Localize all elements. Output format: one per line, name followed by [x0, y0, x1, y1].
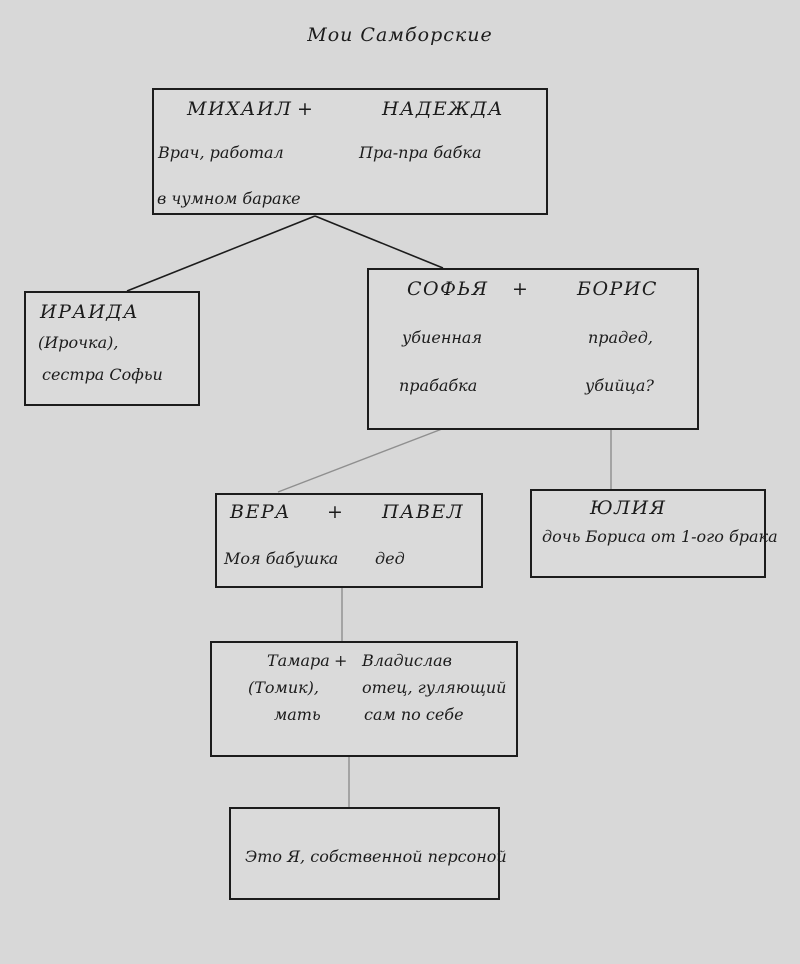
name-mikhail: МИХАИЛ: [187, 98, 293, 120]
note-vera: Моя бабушка: [224, 549, 339, 568]
box-sofia-boris: [367, 268, 699, 430]
note-sofia-1: убиенная: [402, 328, 483, 347]
note-boris-2: убийца?: [585, 376, 654, 395]
name-vladislav: Владислав: [362, 651, 452, 670]
plus-sign: +: [297, 98, 315, 120]
box-me: [229, 807, 507, 900]
name-nadezhda: НАДЕЖДА: [382, 98, 504, 120]
note-nadezhda: Пра-пра бабка: [359, 143, 482, 162]
note-yulia: дочь Бориса от 1-ого брака: [542, 527, 778, 546]
name-boris: БОРИС: [577, 278, 658, 300]
name-yulia: ЮЛИЯ: [590, 497, 667, 519]
note-tamara-2: мать: [274, 705, 321, 724]
note-vladislav-2: сам по себе: [364, 705, 464, 724]
note-iraida-2: сестра Софьи: [42, 365, 163, 384]
plus-sign: +: [327, 501, 345, 523]
name-tamara: Тамара: [267, 651, 330, 670]
connector-mikhail-to-sofia: [315, 216, 443, 268]
box-mikhail-nadezhda: [152, 88, 548, 215]
note-iraida-1: (Ирочка),: [38, 333, 119, 352]
box-iraida: [24, 291, 200, 406]
note-mikhail-line2: в чумном бараке: [157, 189, 301, 208]
plus-sign: +: [512, 278, 530, 300]
name-sofia: СОФЬЯ: [407, 278, 489, 300]
name-vera: ВЕРА: [230, 501, 292, 523]
name-iraida: ИРАИДА: [40, 301, 140, 323]
plus-sign: +: [334, 651, 348, 670]
family-tree-title: Мои Самборские: [307, 24, 493, 46]
note-mikhail-line1: Врач, работал: [158, 143, 284, 162]
note-vladislav-1: отец, гуляющий: [362, 678, 507, 697]
note-pavel: дед: [375, 549, 405, 568]
note-boris-1: прадед,: [588, 328, 653, 347]
connector-sofia-to-vera: [278, 429, 442, 492]
note-me: Это Я, собственной персоной: [245, 847, 507, 866]
box-tamara-vladislav: [210, 641, 518, 757]
box-yulia: [530, 489, 778, 578]
note-tamara-1: (Томик),: [248, 678, 319, 697]
name-pavel: ПАВЕЛ: [382, 501, 465, 523]
connector-mikhail-to-iraida: [127, 216, 315, 291]
note-sofia-2: прабабка: [399, 376, 478, 395]
box-vera-pavel: [215, 493, 483, 588]
